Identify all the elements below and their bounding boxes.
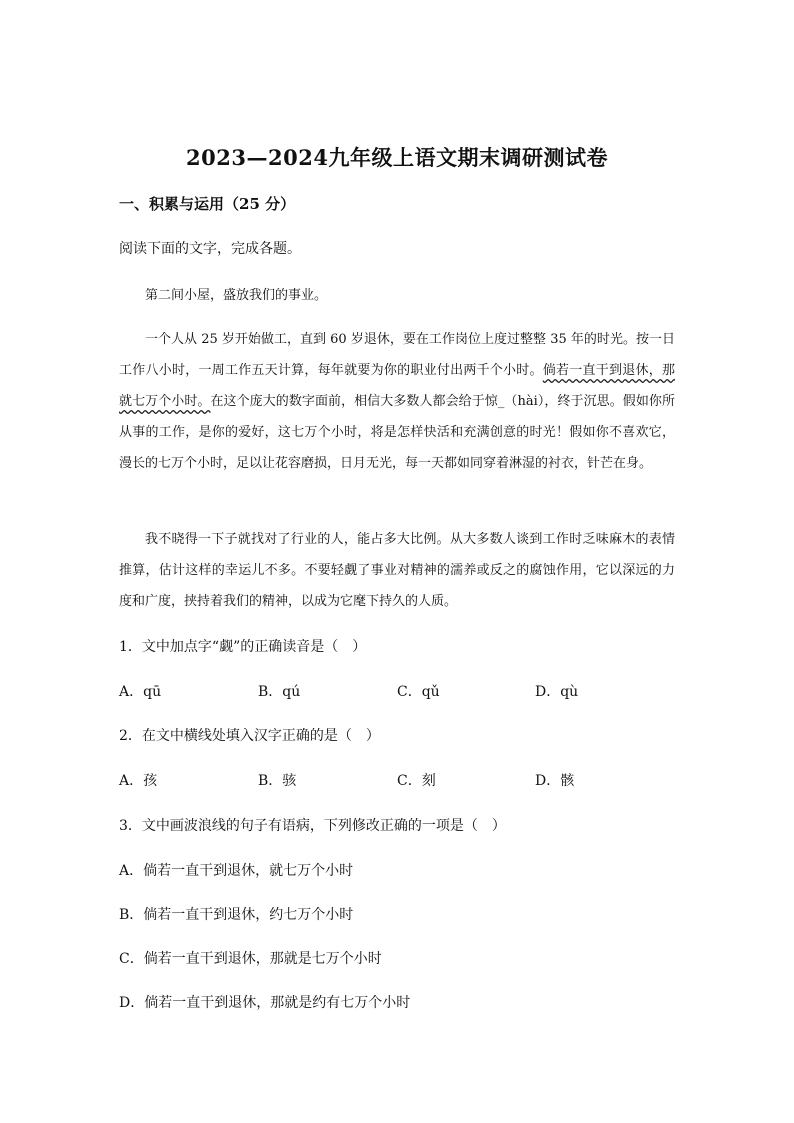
- question-1-option-a[interactable]: A．qū: [119, 684, 162, 700]
- question-2-options: [119, 770, 639, 790]
- wavy-underlined-sentence: 倘若一直干到退休，那就七万个小时。: [119, 363, 675, 409]
- question-1-stem: 1．文中加点字“觑”的正确读音是（ ）: [119, 639, 367, 655]
- question-1-options: [119, 681, 639, 701]
- reading-instruction: 阅读下面的文字，完成各题。: [119, 241, 301, 257]
- question-3-option-b[interactable]: B．倘若一直干到退休，约七万个小时: [119, 907, 354, 923]
- passage-paragraph-2: [119, 324, 675, 479]
- question-3-stem: 3．文中画波浪线的句子有语病，下列修改正确的一项是（ ）: [119, 818, 506, 834]
- paragraph-text: 第二间小屋，盛放我们的事业。: [145, 288, 328, 303]
- question-3-option-c[interactable]: C．倘若一直干到退休，那就是七万个小时: [119, 951, 382, 967]
- paragraph-text-end: 在这个庞大的数字面前，相信大多数人都会给于惊_（hài），终于沉思。假如你所从事的工作，是你的爱好，这七万个小时，将是怎样快活和充满创意的时光！假如你不喜欢它，漫长的七万个小时，足以让花容磨损，日月无光，每一天都如同穿着淋湿的衬衣，针芒在身。: [119, 394, 675, 471]
- question-2-option-b[interactable]: B．骇: [258, 773, 297, 789]
- paragraph-text: 我不晓得一下子就找对了行业的人，能占多大比例。从大多数人谈到工作时乏味麻木的表情推算，估计这样的幸运儿不多。不要轻觑了事业对精神的濡养或反之的腐蚀作用，它以深远的力度和广度，挟持着我们的精神，以成为它麾下持久的人质。: [119, 532, 675, 609]
- question-1-option-d[interactable]: D．qù: [535, 684, 579, 700]
- question-3-option-d[interactable]: D．倘若一直干到退休，那就是约有七万个小时: [119, 995, 411, 1011]
- question-2-option-c[interactable]: C．刻: [397, 773, 436, 789]
- document-title: 2023—2024九年级上语文期末调研测试卷: [186, 145, 608, 170]
- question-1-option-c[interactable]: C．qǔ: [397, 684, 440, 700]
- question-2-option-d[interactable]: D．骸: [535, 773, 575, 789]
- paragraph-text-start: 一个人从 25 岁开始做工，直到 60 岁退休，要在工作岗位上度过整整 35 年的时光。按一日工作八小时，一周工作五天计算，每年就要为你的职业付出两千个小时。: [119, 332, 675, 378]
- question-3-option-a[interactable]: A．倘若一直干到退休，就七万个小时: [119, 863, 354, 879]
- section-heading: 一、积累与运用（25 分）: [119, 195, 296, 213]
- question-2-option-a[interactable]: A．孩: [119, 773, 158, 789]
- passage-paragraph-1: [119, 280, 675, 311]
- question-2-stem: 2．在文中横线处填入汉字正确的是（ ）: [119, 728, 380, 744]
- question-1-option-b[interactable]: B．qú: [258, 684, 301, 700]
- passage-paragraph-3: [119, 524, 675, 617]
- paragraph-text: [119, 324, 675, 479]
